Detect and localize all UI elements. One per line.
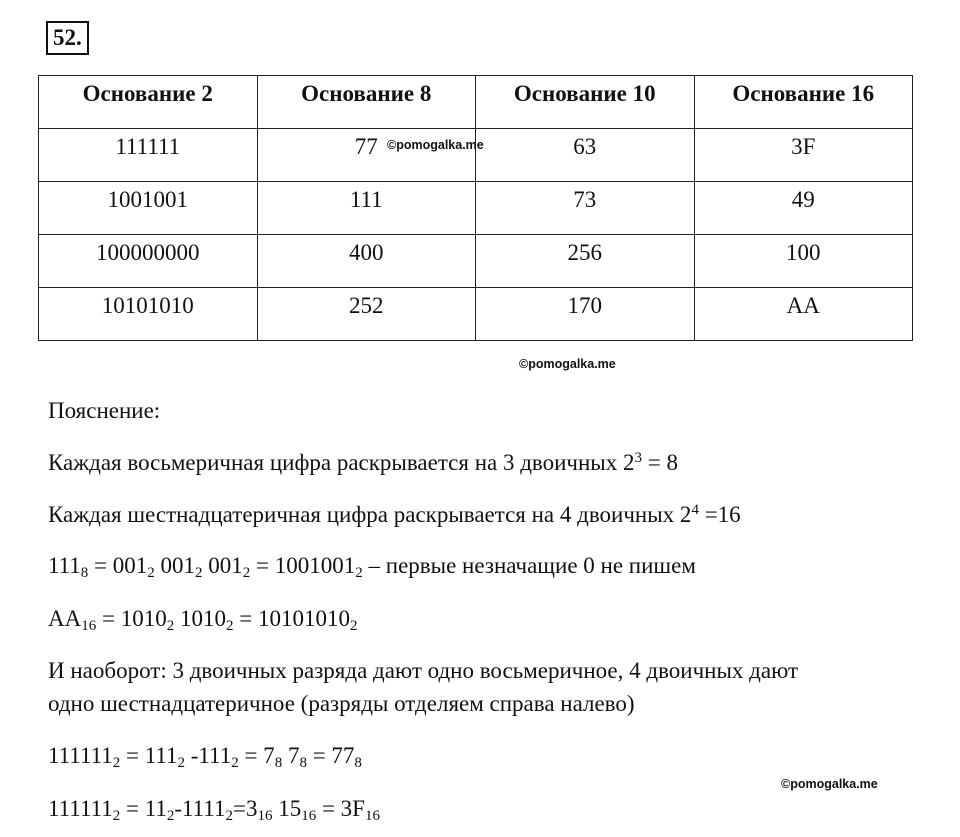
table-row <box>39 235 913 288</box>
table-cell: 49 <box>694 182 913 235</box>
table-cell: 100000000 <box>39 235 258 288</box>
watermark: ©pomogalka.me <box>781 777 878 791</box>
column-header: Основание 8 <box>257 76 476 129</box>
table-header-row <box>39 76 913 129</box>
table-row <box>39 182 913 235</box>
table-cell: 170 <box>476 288 695 341</box>
example-octal-to-binary: $111_8 = 001_2$ $001_2$ $001_2 = 1001001_2$ – первые незначащие 0 не пишем <box>48 553 696 581</box>
table-cell: 10101010 <box>39 288 258 341</box>
explanation-title: Пояснение: <box>48 398 161 423</box>
reverse-rule-line-2: одно шестнадцатеричное (разряды отделяем справа налево) <box>48 691 635 716</box>
example-binary-to-hex: $111111_2 = 11_2-1111_2=3_{16}$ $15_{16} = 3F_{16}$ <box>48 796 380 824</box>
column-header: Основание 16 <box>694 76 913 129</box>
table-cell: 100 <box>694 235 913 288</box>
table-cell: 252 <box>257 288 476 341</box>
table-cell: 1001001 <box>39 182 258 235</box>
example-binary-to-octal: $111111_2 = 111_2$ $-111_2 = 7_8$ $7_8 = 77_8$ <box>48 743 362 771</box>
conversion-table <box>38 75 913 341</box>
table-cell: 63 <box>476 129 695 182</box>
hex-rule: Каждая шестнадцатеричная цифра раскрывается на 4 двоичных $2^4 =16$ <box>48 502 741 527</box>
table-row <box>39 129 913 182</box>
table-cell: 400 <box>257 235 476 288</box>
table-cell: 111 <box>257 182 476 235</box>
table-cell: 256 <box>476 235 695 288</box>
table-cell: 73 <box>476 182 695 235</box>
problem-number: 52. <box>46 21 89 55</box>
table-cell: 3F <box>694 129 913 182</box>
watermark: ©pomogalka.me <box>387 138 484 152</box>
table-cell: 111111 <box>39 129 258 182</box>
table-cell: 77 <box>257 129 476 182</box>
table-cell: AA <box>694 288 913 341</box>
reverse-rule-line-1: И наоборот: 3 двоичных разряда дают одно восьмеричное, 4 двоичных дают <box>48 658 799 683</box>
table-row <box>39 288 913 341</box>
column-header: Основание 2 <box>39 76 258 129</box>
example-hex-to-binary: $AA_{16} = 1010_2$ $1010_2 = 10101010_2$ <box>48 606 358 634</box>
watermark: ©pomogalka.me <box>519 357 616 371</box>
octal-rule: Каждая восьмеричная цифра раскрывается на 3 двоичных $2^3 = 8$ <box>48 450 678 475</box>
column-header: Основание 10 <box>476 76 695 129</box>
